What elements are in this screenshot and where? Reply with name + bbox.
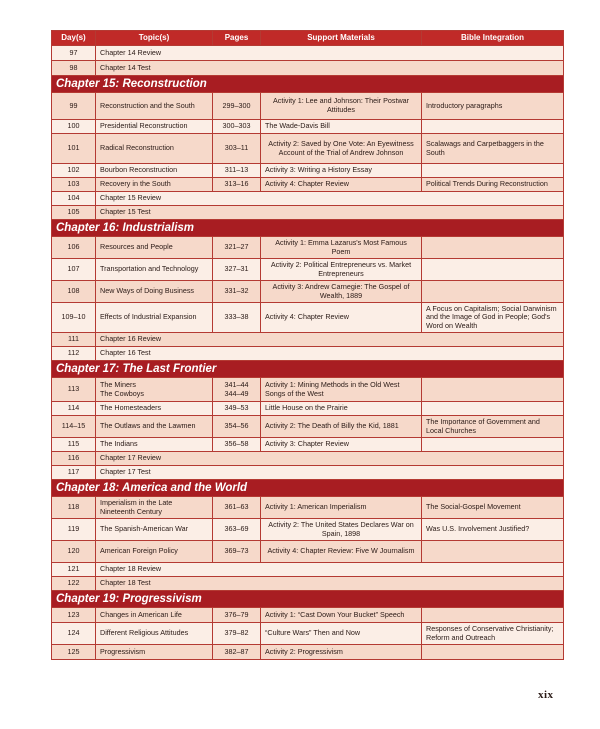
table-header-row [52,31,564,46]
topic-cell: Reconstruction and the South [96,93,213,120]
materials-cell: Activity 2: The United States Declares War on Spain, 1898 [261,519,422,541]
bible-cell [422,402,564,416]
table-row [52,452,564,466]
day-cell: 116 [52,452,96,466]
day-cell: 114 [52,402,96,416]
materials-cell: Activity 2: The Death of Billy the Kid, 1881 [261,416,422,438]
topic-cell: Chapter 18 Review [96,563,564,577]
pages-cell: 333–38 [213,303,261,333]
topic-line: The Miners [100,379,136,389]
day-cell: 108 [52,281,96,303]
materials-cell: Activity 1: American Imperialism [261,497,422,519]
topic-cell: Chapter 15 Test [96,206,564,220]
topic-cell: Chapter 15 Review [96,192,564,206]
topic-cell: Changes in American Life [96,608,213,623]
bible-cell [422,237,564,259]
topic-cell: Transportation and Technology [96,259,213,281]
materials-cell: Activity 2: Political Entrepreneurs vs. Market Entrepreneurs [261,259,422,281]
day-cell: 98 [52,61,96,76]
pages-cell: 369–73 [213,541,261,563]
pages-cell: 382–87 [213,645,261,660]
topic-cell: The Spanish-American War [96,519,213,541]
topic-cell: Chapter 17 Test [96,466,564,480]
bible-cell: Political Trends During Reconstruction [422,178,564,192]
materials-cell: Activity 2: Saved by One Vote: An Eyewitness Account of the Trial of Andrew Johnson [261,134,422,164]
materials-cell: Activity 4: Chapter Review [261,178,422,192]
bible-cell [422,438,564,452]
day-cell: 106 [52,237,96,259]
day-cell: 125 [52,645,96,660]
day-cell: 102 [52,164,96,178]
bible-cell [422,120,564,134]
pages-cell [213,378,261,402]
table-row [52,178,564,192]
bible-cell [422,378,564,402]
table-row [52,416,564,438]
lesson-schedule-table [51,30,564,660]
pages-cell: 363–69 [213,519,261,541]
chapter-title: Chapter 19: Progressivism [52,591,564,608]
materials-cell: Activity 3: Chapter Review [261,438,422,452]
pages-cell: 300–303 [213,120,261,134]
topic-cell: Bourbon Reconstruction [96,164,213,178]
day-cell: 117 [52,466,96,480]
materials-cell: Activity 1: “Cast Down Your Bucket” Speech [261,608,422,623]
day-cell: 112 [52,347,96,361]
topic-cell: Chapter 16 Test [96,347,564,361]
day-cell: 107 [52,259,96,281]
chapter-heading-row [52,76,564,93]
day-cell: 101 [52,134,96,164]
bible-cell: The Social-Gospel Movement [422,497,564,519]
table-row [52,541,564,563]
table-row [52,61,564,76]
chapter-heading-row [52,591,564,608]
bible-cell [422,259,564,281]
topic-cell: Chapter 16 Review [96,333,564,347]
chapter-heading-row [52,480,564,497]
day-cell: 109–10 [52,303,96,333]
table-row [52,192,564,206]
header-bible: Bible Integration [422,31,564,46]
day-cell: 104 [52,192,96,206]
bible-cell: Scalawags and Carpetbaggers in the South [422,134,564,164]
day-cell: 118 [52,497,96,519]
bible-cell [422,164,564,178]
topic-cell: Imperialism in the Late Nineteenth Century [96,497,213,519]
topic-cell: Chapter 14 Review [96,46,564,61]
table-row [52,46,564,61]
pages-cell: 379–82 [213,623,261,645]
topic-cell: Effects of Industrial Expansion [96,303,213,333]
table-row [52,466,564,480]
bible-cell: A Focus on Capitalism; Social Darwinism and the Image of God in People; God's Word on Wealth [422,303,564,333]
day-cell: 120 [52,541,96,563]
topic-cell: Recovery in the South [96,178,213,192]
day-cell: 105 [52,206,96,220]
pages-cell: 354–56 [213,416,261,438]
table-row [52,378,564,402]
bible-cell: The Importance of Government and Local Churches [422,416,564,438]
topic-cell: Resources and People [96,237,213,259]
chapter-title: Chapter 16: Industrialism [52,220,564,237]
pages-line: 344–49 [224,388,249,398]
bible-cell [422,281,564,303]
materials-cell: Activity 2: Progressivism [261,645,422,660]
pages-cell: 361–63 [213,497,261,519]
topic-cell: Different Religious Attitudes [96,623,213,645]
page-number: xix [538,689,554,701]
day-cell: 121 [52,563,96,577]
table-row [52,259,564,281]
pages-cell: 349–53 [213,402,261,416]
materials-cell [261,378,422,402]
chapter-title: Chapter 18: America and the World [52,480,564,497]
pages-line: 341–44 [224,379,249,389]
materials-cell: Activity 3: Andrew Carnegie: The Gospel of Wealth, 1889 [261,281,422,303]
header-materials: Support Materials [261,31,422,46]
materials-cell: The Wade-Davis Bill [261,120,422,134]
pages-cell: 311–13 [213,164,261,178]
table-row [52,206,564,220]
materials-cell: Activity 1: Lee and Johnson: Their Postwar Attitudes [261,93,422,120]
chapter-title: Chapter 17: The Last Frontier [52,361,564,378]
day-cell: 103 [52,178,96,192]
topic-cell: Chapter 17 Review [96,452,564,466]
pages-cell: 376–79 [213,608,261,623]
bible-cell: Was U.S. Involvement Justified? [422,519,564,541]
table-row [52,623,564,645]
bible-cell [422,645,564,660]
table-row [52,303,564,333]
day-cell: 122 [52,577,96,591]
header-day: Day(s) [52,31,96,46]
topic-cell: Progressivism [96,645,213,660]
materials-line: Songs of the West [265,388,324,398]
day-cell: 100 [52,120,96,134]
table-row [52,608,564,623]
topic-cell [96,378,213,402]
materials-cell: Little House on the Prairie [261,402,422,416]
materials-cell: Activity 4: Chapter Review [261,303,422,333]
table-row [52,164,564,178]
table-row [52,577,564,591]
table-row [52,497,564,519]
topic-line: The Cowboys [100,388,144,398]
materials-cell: Activity 4: Chapter Review: Five W Journalism [261,541,422,563]
topic-cell: The Outlaws and the Lawmen [96,416,213,438]
pages-cell: 331–32 [213,281,261,303]
pages-cell: 299–300 [213,93,261,120]
topic-cell: Radical Reconstruction [96,134,213,164]
bible-cell: Responses of Conservative Christianity; Reform and Outreach [422,623,564,645]
table-row [52,402,564,416]
table-row [52,645,564,660]
table-row [52,347,564,361]
chapter-title: Chapter 15: Reconstruction [52,76,564,93]
day-cell: 119 [52,519,96,541]
table-row [52,333,564,347]
materials-cell: “Culture Wars” Then and Now [261,623,422,645]
day-cell: 97 [52,46,96,61]
day-cell: 114–15 [52,416,96,438]
topic-cell: American Foreign Policy [96,541,213,563]
table-row [52,237,564,259]
day-cell: 123 [52,608,96,623]
table-row [52,519,564,541]
day-cell: 115 [52,438,96,452]
topic-cell: Chapter 14 Test [96,61,564,76]
table-row [52,134,564,164]
day-cell: 111 [52,333,96,347]
topic-cell: Presidential Reconstruction [96,120,213,134]
topic-cell: The Homesteaders [96,402,213,416]
chapter-heading-row [52,220,564,237]
topic-cell: The Indians [96,438,213,452]
day-cell: 113 [52,378,96,402]
bible-cell [422,541,564,563]
table-row [52,120,564,134]
pages-cell: 321–27 [213,237,261,259]
header-topic: Topic(s) [96,31,213,46]
day-cell: 124 [52,623,96,645]
bible-cell: Introductory paragraphs [422,93,564,120]
table-row [52,93,564,120]
table-row [52,281,564,303]
pages-cell: 313–16 [213,178,261,192]
table-row [52,438,564,452]
topic-cell: New Ways of Doing Business [96,281,213,303]
table-row [52,563,564,577]
pages-cell: 303–11 [213,134,261,164]
header-pages: Pages [213,31,261,46]
topic-cell: Chapter 18 Test [96,577,564,591]
chapter-heading-row [52,361,564,378]
materials-line: Activity 1: Mining Methods in the Old West [265,379,400,389]
materials-cell: Activity 3: Writing a History Essay [261,164,422,178]
day-cell: 99 [52,93,96,120]
bible-cell [422,608,564,623]
pages-cell: 327–31 [213,259,261,281]
materials-cell: Activity 1: Emma Lazarus's Most Famous Poem [261,237,422,259]
pages-cell: 356–58 [213,438,261,452]
